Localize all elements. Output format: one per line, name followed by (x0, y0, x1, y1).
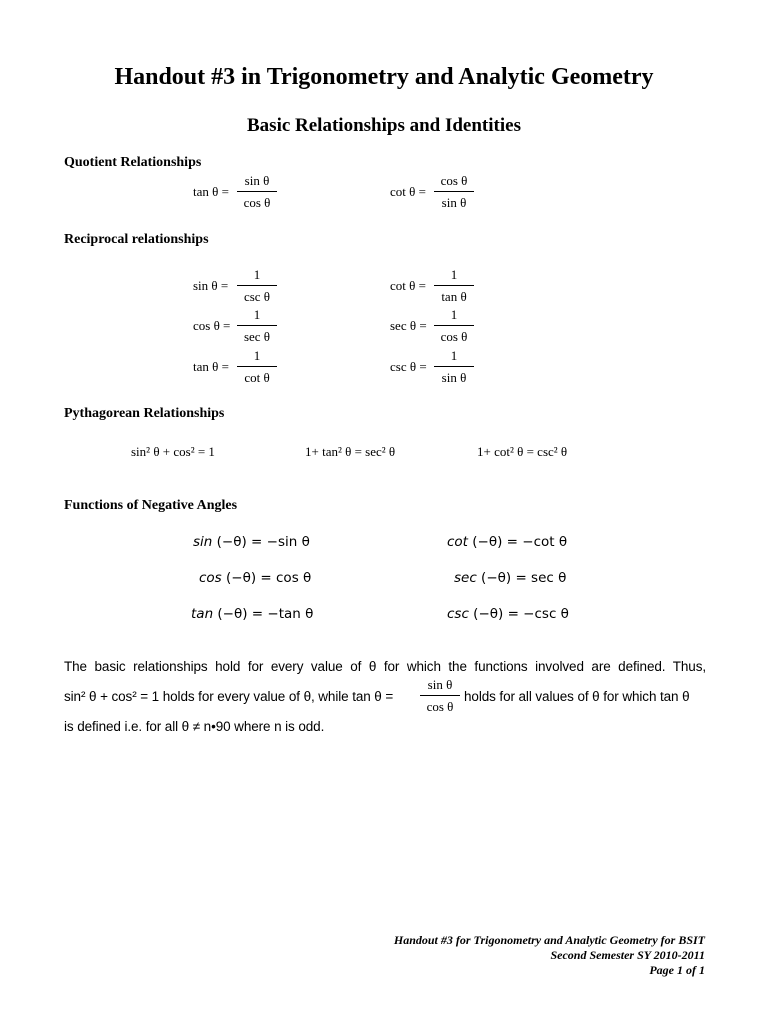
explanation-line-2b: holds for all values of θ for which tan θ (464, 689, 690, 704)
fraction-bar (420, 695, 460, 696)
reciprocal-fraction (434, 349, 474, 386)
function-name: sin (193, 534, 213, 550)
function-name: sec (454, 570, 477, 586)
numerator: sin θ (427, 677, 453, 692)
numerator: 1 (253, 348, 261, 363)
page-subtitle: Basic Relationships and Identities (247, 115, 521, 136)
negative-identity (454, 570, 566, 586)
pythagorean-identity: 1+ cot² θ = csc² θ (477, 444, 568, 459)
fraction-bar (237, 366, 277, 367)
reciprocal-heading: Reciprocal relationships (64, 232, 209, 247)
reciprocal-lhs: tan θ = (193, 359, 229, 374)
reciprocal-lhs: cot θ = (390, 278, 426, 293)
denominator: cot θ (244, 370, 270, 385)
identity-rest: (−θ) = −sin θ (212, 534, 310, 550)
identity-rest: (−θ) = −csc θ (468, 606, 569, 622)
quotient-heading: Quotient Relationships (64, 155, 202, 170)
negative-angles-heading: Functions of Negative Angles (64, 498, 238, 513)
reciprocal-lhs: sin θ = (193, 278, 229, 293)
function-name: cot (447, 534, 468, 550)
denominator: sec θ (243, 329, 271, 344)
numerator: 1 (253, 307, 261, 322)
explanation-line-3: is defined i.e. for all θ ≠ n•90 where n is odd. (64, 719, 325, 734)
fraction-bar (237, 191, 277, 192)
numerator: 1 (450, 267, 458, 282)
fraction-bar (434, 366, 474, 367)
numerator: 1 (450, 307, 458, 322)
pythagorean-heading: Pythagorean Relationships (64, 406, 225, 421)
reciprocal-fraction (434, 268, 474, 305)
explanation-fraction (420, 678, 460, 715)
footer-page-number: Page 1 of 1 (649, 963, 705, 977)
fraction-bar (237, 325, 277, 326)
negative-identity (447, 534, 567, 550)
function-name: csc (447, 606, 469, 622)
negative-identity (191, 606, 313, 622)
quotient-fraction (434, 174, 474, 211)
reciprocal-fraction (237, 308, 277, 345)
numerator: 1 (450, 348, 458, 363)
denominator: tan θ (441, 289, 467, 304)
numerator: sin θ (244, 173, 270, 188)
denominator: csc θ (243, 289, 271, 304)
fraction-bar (434, 285, 474, 286)
negative-identity (193, 534, 310, 550)
numerator: cos θ (440, 173, 468, 188)
fraction-bar (434, 191, 474, 192)
quotient-lhs: tan θ = (193, 184, 229, 199)
identity-rest: (−θ) = sec θ (476, 570, 567, 586)
denominator: cos θ (426, 699, 454, 714)
negative-identity (447, 606, 569, 622)
reciprocal-lhs: cos θ = (193, 318, 231, 333)
quotient-lhs: cot θ = (390, 184, 426, 199)
function-name: cos (199, 570, 222, 586)
footer-course: Handout #3 for Trigonometry and Analytic Geometry for BSIT (393, 933, 705, 947)
fraction-bar (237, 285, 277, 286)
denominator: sin θ (441, 370, 467, 385)
explanation-text: sin² θ + cos² = 1 holds for every value of θ, while tan θ = (64, 689, 394, 704)
reciprocal-lhs: sec θ = (390, 318, 427, 333)
footer-semester: Second Semester SY 2010-2011 (550, 948, 705, 962)
identity-rest: (−θ) = −cot θ (467, 534, 568, 550)
denominator: cos θ (243, 195, 271, 210)
reciprocal-lhs: csc θ = (390, 359, 427, 374)
identity-rest: (−θ) = cos θ (221, 570, 312, 586)
negative-identity (199, 570, 311, 586)
explanation-line-1: The basic relationships hold for every value of θ for which the functions involved are defined. Thus, (64, 659, 706, 674)
page-title: Handout #3 in Trigonometry and Analytic Geometry (114, 64, 654, 90)
quotient-fraction (237, 174, 277, 211)
identity-rest: (−θ) = −tan θ (213, 606, 314, 622)
pythagorean-identity: 1+ tan² θ = sec² θ (305, 444, 396, 459)
reciprocal-fraction (237, 268, 277, 305)
pythagorean-identity: sin² θ + cos² = 1 (131, 444, 215, 459)
numerator: 1 (253, 267, 261, 282)
denominator: cos θ (440, 329, 468, 344)
fraction-bar (434, 325, 474, 326)
function-name: tan (191, 606, 214, 622)
reciprocal-fraction (434, 308, 474, 345)
denominator: sin θ (441, 195, 467, 210)
reciprocal-fraction (237, 349, 277, 386)
